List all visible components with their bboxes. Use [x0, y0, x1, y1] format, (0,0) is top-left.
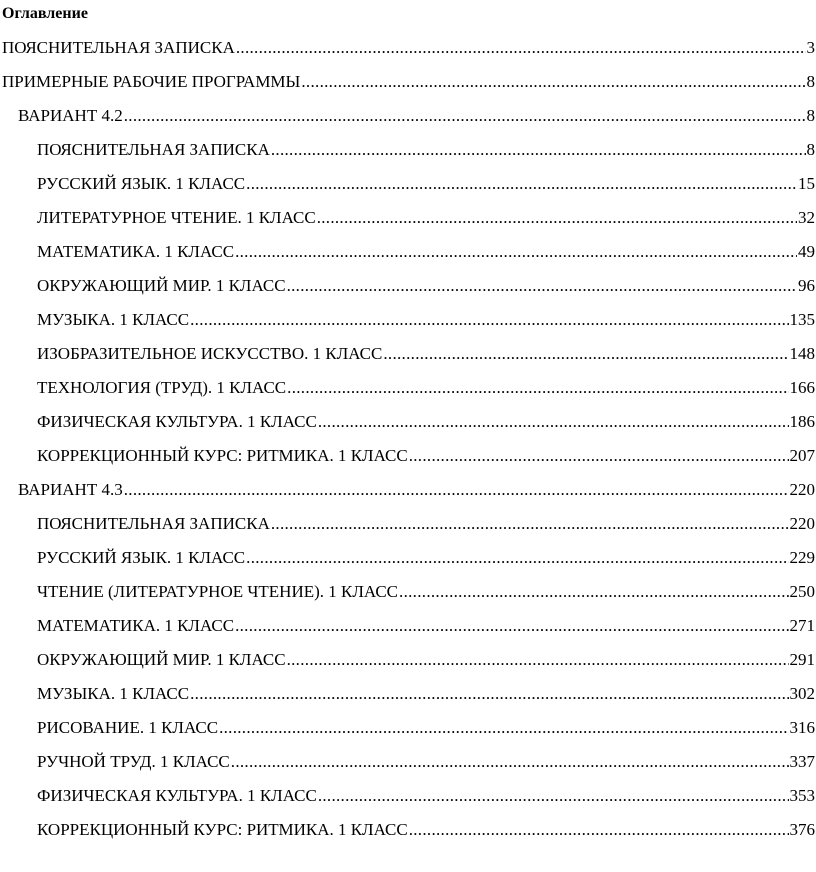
toc-entry-page-number: 8: [806, 106, 815, 125]
toc-entry-page-number: 229: [789, 548, 815, 567]
toc-entry-title: ОКРУЖАЮЩИЙ МИР. 1 КЛАСС: [37, 276, 286, 295]
toc-entry[interactable]: [37, 547, 815, 569]
toc-entry[interactable]: [37, 785, 815, 807]
toc-dot-leader: [124, 479, 789, 501]
toc-entry-title: РУССКИЙ ЯЗЫК. 1 КЛАСС: [37, 174, 246, 193]
toc-entry-title: ПОЯСНИТЕЛЬНАЯ ЗАПИСКА: [2, 38, 235, 57]
toc-dot-leader: [271, 139, 806, 161]
toc-entry-page-number: 337: [789, 752, 815, 771]
toc-dot-leader: [301, 71, 805, 93]
toc-entry[interactable]: [37, 207, 815, 229]
toc-dot-leader: [246, 547, 788, 569]
toc-entry-page-number: 376: [789, 820, 815, 839]
toc-dot-leader: [235, 241, 797, 263]
toc-dot-leader: [409, 819, 789, 841]
toc-entry-title: МУЗЫКА. 1 КЛАСС: [37, 310, 190, 329]
toc-entry[interactable]: [2, 71, 815, 93]
toc-dot-leader: [317, 207, 797, 229]
toc-dot-leader: [287, 377, 788, 399]
toc-entry-page-number: 271: [789, 616, 815, 635]
toc-entry-page-number: 186: [789, 412, 815, 431]
toc-entry-page-number: 148: [789, 344, 815, 363]
toc-dot-leader: [235, 615, 788, 637]
toc-entry[interactable]: [37, 241, 815, 263]
toc-entry[interactable]: [37, 717, 815, 739]
toc-entry-title: ТЕХНОЛОГИЯ (ТРУД). 1 КЛАСС: [37, 378, 287, 397]
toc-dot-leader: [190, 683, 788, 705]
toc-dot-leader: [318, 411, 789, 433]
toc-entry-page-number: 96: [798, 276, 815, 295]
toc-entry[interactable]: [18, 105, 815, 127]
toc-entry-page-number: 3: [806, 38, 815, 57]
toc-entry-page-number: 302: [789, 684, 815, 703]
toc-dot-leader: [236, 37, 806, 59]
toc-entry[interactable]: [37, 751, 815, 773]
toc-entry-title: МАТЕМАТИКА. 1 КЛАСС: [37, 616, 235, 635]
toc-entry[interactable]: [37, 275, 815, 297]
toc-entry-page-number: 316: [789, 718, 815, 737]
toc-entry-title: РУЧНОЙ ТРУД. 1 КЛАСС: [37, 752, 230, 771]
toc-entry[interactable]: [37, 377, 815, 399]
toc-entry-title: КОРРЕКЦИОННЫЙ КУРС: РИТМИКА. 1 КЛАСС: [37, 820, 408, 839]
toc-entry[interactable]: [37, 615, 815, 637]
toc-entry[interactable]: [37, 343, 815, 365]
toc-entry-title: ЛИТЕРАТУРНОЕ ЧТЕНИЕ. 1 КЛАСС: [37, 208, 316, 227]
toc-entry[interactable]: [37, 173, 815, 195]
toc-entry-title: ПРИМЕРНЫЕ РАБОЧИЕ ПРОГРАММЫ: [2, 72, 301, 91]
toc-entry[interactable]: [37, 445, 815, 467]
toc-entry-title: ВАРИАНТ 4.2: [18, 106, 123, 125]
toc-entry[interactable]: [18, 479, 815, 501]
toc-dot-leader: [124, 105, 806, 127]
toc-entry-title: ВАРИАНТ 4.3: [18, 480, 123, 499]
toc-dot-leader: [231, 751, 789, 773]
toc-entry-title: МУЗЫКА. 1 КЛАСС: [37, 684, 190, 703]
toc-dot-leader: [383, 343, 788, 365]
toc-dot-leader: [271, 513, 789, 535]
toc-entry-title: КОРРЕКЦИОННЫЙ КУРС: РИТМИКА. 1 КЛАСС: [37, 446, 408, 465]
toc-entry-page-number: 8: [806, 72, 815, 91]
toc-entry[interactable]: [37, 139, 815, 161]
toc-entry-title: ИЗОБРАЗИТЕЛЬНОЕ ИСКУССТВО. 1 КЛАСС: [37, 344, 383, 363]
toc-entry-page-number: 8: [806, 140, 815, 159]
toc-entry-page-number: 353: [789, 786, 815, 805]
toc-entry-title: МАТЕМАТИКА. 1 КЛАСС: [37, 242, 235, 261]
toc-entry-page-number: 166: [789, 378, 815, 397]
toc-dot-leader: [246, 173, 797, 195]
toc-entry[interactable]: [37, 513, 815, 535]
toc-dot-leader: [318, 785, 789, 807]
toc-entry-page-number: 220: [789, 514, 815, 533]
toc-dot-leader: [409, 445, 789, 467]
toc-dot-leader: [190, 309, 788, 331]
toc-entry-page-number: 15: [798, 174, 815, 193]
toc-dot-leader: [219, 717, 788, 739]
toc-dot-leader: [287, 275, 797, 297]
toc-entry[interactable]: [37, 683, 815, 705]
toc-entry-title: ЧТЕНИЕ (ЛИТЕРАТУРНОЕ ЧТЕНИЕ). 1 КЛАСС: [37, 582, 399, 601]
toc-entry-page-number: 220: [789, 480, 815, 499]
toc-entry-page-number: 32: [798, 208, 815, 227]
toc-entry[interactable]: [37, 819, 815, 841]
toc-dot-leader: [399, 581, 788, 603]
toc-entry-title: ФИЗИЧЕСКАЯ КУЛЬТУРА. 1 КЛАСС: [37, 786, 317, 805]
toc-entry[interactable]: [37, 581, 815, 603]
toc-entry-page-number: 291: [789, 650, 815, 669]
toc-entry-title: ОКРУЖАЮЩИЙ МИР. 1 КЛАСС: [37, 650, 286, 669]
toc-entry-title: РУССКИЙ ЯЗЫК. 1 КЛАСС: [37, 548, 246, 567]
toc-heading: Оглавление: [2, 5, 88, 22]
toc-entry-page-number: 207: [789, 446, 815, 465]
toc-entry[interactable]: [37, 411, 815, 433]
toc-entry[interactable]: [37, 649, 815, 671]
toc-entry-page-number: 250: [789, 582, 815, 601]
toc-entry-page-number: 135: [789, 310, 815, 329]
toc-entry-title: ФИЗИЧЕСКАЯ КУЛЬТУРА. 1 КЛАСС: [37, 412, 317, 431]
toc-entry[interactable]: [2, 37, 815, 59]
toc-entry[interactable]: [37, 309, 815, 331]
toc-entry-title: РИСОВАНИЕ. 1 КЛАСС: [37, 718, 219, 737]
toc-entry-page-number: 49: [798, 242, 815, 261]
toc-dot-leader: [287, 649, 789, 671]
toc-entry-title: ПОЯСНИТЕЛЬНАЯ ЗАПИСКА: [37, 514, 270, 533]
toc-entry-title: ПОЯСНИТЕЛЬНАЯ ЗАПИСКА: [37, 140, 270, 159]
